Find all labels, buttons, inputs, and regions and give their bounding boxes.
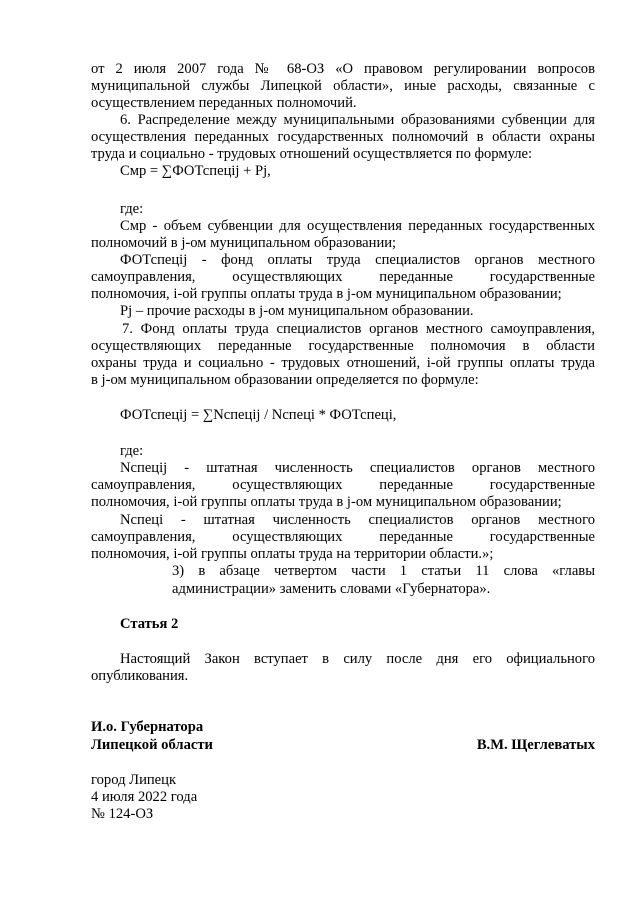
text-line: охраны труда и социально - трудовых отношений, i-ой группы оплаты труда <box>91 355 595 371</box>
text-line: в j-ом муниципальном образовании определяется по формуле: <box>91 372 479 388</box>
signatory-name: В.М. Щеглеватых <box>476 737 595 753</box>
text-line: муниципальной службы Липецкой области», иные расходы, связанные с <box>91 78 595 94</box>
text-line: Настоящий Закон вступает в силу после дня его официального <box>120 651 595 667</box>
signatory-region: Липецкой области <box>91 737 213 753</box>
text-line: Nспецij - штатная численность специалистов органов местного <box>120 460 595 476</box>
text-line: полномочия, i-ой группы оплаты труда в j-ом муниципальном образовании; <box>91 494 562 510</box>
text-line: Pj – прочие расходы в j-ом муниципальном образовании. <box>120 303 474 319</box>
law-number: № 124-ОЗ <box>91 806 154 822</box>
text-line: самоуправления, осуществляющих переданные государственные <box>91 477 595 493</box>
text-line: где: <box>120 443 144 459</box>
text-line: 6. Распределение между муниципальными образованиями субвенции для <box>120 112 595 128</box>
text-line: от 2 июля 2007 года № 68-ОЗ «О правовом регулировании вопросов <box>91 61 595 77</box>
text-line: труда и социально - трудовых отношений осуществляется по формуле: <box>91 146 533 162</box>
text-line: осуществлением переданных полномочий. <box>91 95 357 111</box>
place-line: город Липецк <box>91 772 177 788</box>
text-line: самоуправления, осуществляющих переданные государственные <box>91 269 595 285</box>
text-line: полномочий в j-ом муниципальном образовании; <box>91 235 397 251</box>
signatory-title: И.о. Губернатора <box>91 719 204 735</box>
text-line: полномочия, i-ой группы оплаты труда на территории области.»; <box>91 546 494 562</box>
text-line: опубликования. <box>91 668 189 684</box>
text-line: 3) в абзаце четвертом части 1 статьи 11 слова «главы <box>172 563 595 579</box>
text-line: самоуправления, осуществляющих переданные государственные <box>91 529 595 545</box>
text-line: осуществляющих переданные государственные полномочия в области <box>91 338 595 354</box>
text-line: 7. Фонд оплаты труда специалистов органов местного самоуправления, <box>122 321 595 337</box>
text-line: администрации» заменить словами «Губернатора». <box>172 581 491 597</box>
text-line: полномочия, i-ой группы оплаты труда в j-ом муниципальном образовании; <box>91 286 562 302</box>
text-line: где: <box>120 201 144 217</box>
text-line: ФОТспецij - фонд оплаты труда специалистов органов местного <box>120 252 595 268</box>
formula-line: Смр = ∑ФОТспецij + Pj, <box>120 163 271 179</box>
date-line: 4 июля 2022 года <box>91 789 198 805</box>
text-line: осуществления переданных государственных полномочий в области охраны <box>91 129 595 145</box>
formula-line: ФОТспецij = ∑Nспецij / Nспецi * ФОТспецi, <box>120 407 397 423</box>
text-line: Nспецi - штатная численность специалистов органов местного <box>120 512 595 528</box>
article-heading: Статья 2 <box>120 616 179 632</box>
text-line: Смр - объем субвенции для осуществления переданных государственных <box>120 218 595 234</box>
